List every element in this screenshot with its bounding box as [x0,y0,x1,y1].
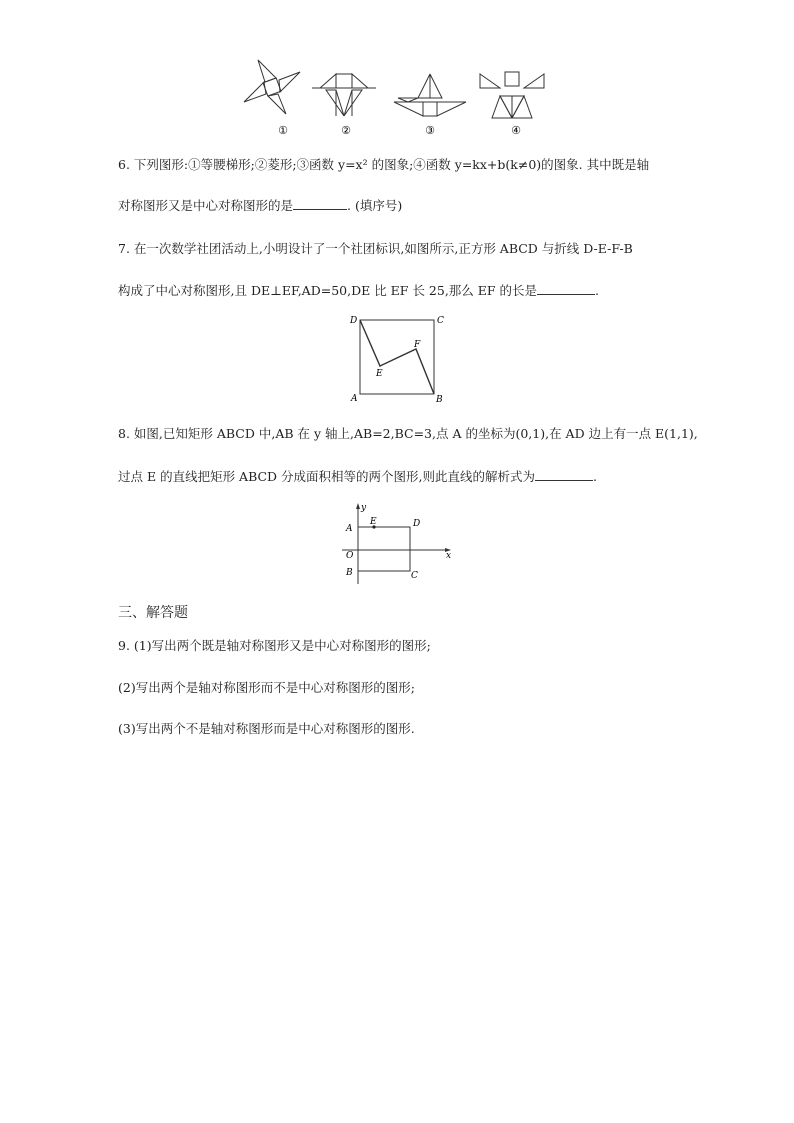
figure-label-2: ② [341,124,351,137]
q8-label-y: y [361,503,367,513]
q8-label-e: E [370,517,377,527]
q9-text-1: 9. (1)写出两个既是轴对称图形又是中心对称图形的图形; [118,638,431,653]
q8-answer-blank[interactable] [535,469,593,481]
q7-label-a: A [351,394,358,404]
q7-polyline-defb [360,320,434,394]
q8-rectangle-abcd [358,527,410,571]
q7-line1 [118,239,633,257]
figure-label-1: ① [278,124,288,137]
q8-label-o: O [346,551,354,561]
q7-square-abcd [360,320,434,394]
q8-figure [336,500,456,588]
q7-answer-blank[interactable] [537,283,595,295]
figure-2 [312,74,376,116]
q6-answer-blank[interactable] [293,198,347,210]
section-title-answers [118,602,188,622]
q9-line1 [118,636,431,654]
q8-text-2b: . [593,469,598,484]
q8-label-a: A [346,524,353,534]
q8-line2 [118,467,597,485]
q6-text-2b: . (填序号) [347,198,403,213]
q7-line2 [118,281,599,299]
q8-label-c: C [411,571,418,581]
section3-title: 三、解答题 [118,605,188,621]
top-figures [240,58,560,140]
q6-text-1: 6. 下列图形:①等腰梯形;②菱形;③函数 y=x² 的图象;④函数 y=kx+b(k≠0)的图象. 其中既是轴 [118,157,650,172]
figure-label-4: ④ [511,124,521,137]
q8-line1 [118,424,698,442]
q7-figure [346,312,450,404]
q6-line1 [118,155,649,173]
q8-text-1: 8. 如图,已知矩形 ABCD 中,AB 在 y 轴上,AB=2,BC=3,点 A 的坐标为(0,1),在 AD 边上有一点 E(1,1), [118,426,698,441]
q7-text-2a: 构成了中心对称图形,且 DE⊥EF,AD=50,DE 比 EF 长 25,那么 EF 的长是 [118,283,538,298]
figure-label-3: ③ [425,124,435,137]
q7-label-e: E [376,369,383,379]
q7-label-c: C [437,316,444,326]
figure-4 [480,72,544,118]
q7-label-f: F [414,340,421,350]
q7-text-2b: . [595,283,600,298]
q7-label-b: B [436,395,443,404]
q8-label-b: B [346,568,353,578]
q6-line2 [118,196,402,214]
q7-label-d: D [350,316,358,326]
q8-text-2a: 过点 E 的直线把矩形 ABCD 分成面积相等的两个图形,则此直线的解析式为 [118,469,536,484]
q9-text-3: (3)写出两个不是轴对称图形而是中心对称图形的图形. [118,721,415,736]
q6-text-2a: 对称图形又是中心对称图形的是 [118,198,294,213]
q9-line2 [118,678,415,696]
q8-label-x: x [446,551,452,561]
q9-line3 [118,719,415,737]
q8-y-arrow [356,503,360,509]
q8-label-d: D [413,519,421,529]
figure-1-pinwheel [244,60,300,114]
q9-text-2: (2)写出两个是轴对称图形而不是中心对称图形的图形; [118,680,415,695]
q7-text-1: 7. 在一次数学社团活动上,小明设计了一个社团标识,如图所示,正方形 ABCD 与折线 D-E-F-B [118,241,633,256]
figure-3 [394,74,466,116]
